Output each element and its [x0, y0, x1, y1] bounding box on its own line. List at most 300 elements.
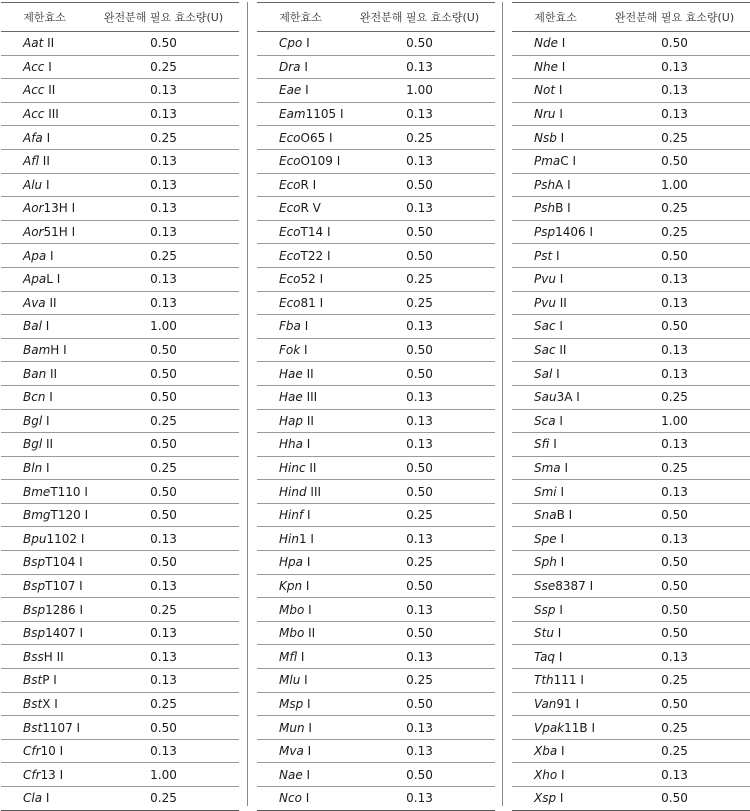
- table-row: [257, 740, 495, 764]
- enzyme-suffix: I: [300, 319, 309, 334]
- enzyme-units: 0.50: [406, 366, 433, 381]
- enzyme-genus: Sfi: [534, 437, 550, 452]
- enzyme-suffix: II: [42, 437, 54, 452]
- header-units: 완전분해 필요 효소량(U): [614, 11, 735, 24]
- enzyme-genus: Not: [534, 83, 556, 98]
- enzyme-genus: Xho: [534, 767, 558, 782]
- table-row: [1, 32, 239, 56]
- enzyme-name: [257, 579, 344, 593]
- enzyme-name: [512, 414, 599, 428]
- enzyme-units: 0.25: [661, 225, 688, 240]
- table-row: [1, 645, 239, 669]
- enzyme-suffix: I: [560, 460, 569, 475]
- enzyme-units: 0.25: [661, 201, 688, 216]
- enzyme-name: [257, 626, 344, 640]
- table-row: [257, 103, 495, 127]
- enzyme-suffix: III: [302, 390, 318, 405]
- enzyme-units: 0.13: [150, 272, 177, 287]
- enzyme-units: 0.25: [150, 130, 177, 145]
- enzyme-units: 0.13: [406, 531, 433, 546]
- enzyme-genus: Sac: [534, 343, 556, 358]
- enzyme-suffix: I: [42, 130, 51, 145]
- enzyme-genus: Eco: [279, 272, 301, 287]
- enzyme-units: 0.25: [406, 130, 433, 145]
- enzyme-genus: Bme: [23, 484, 51, 499]
- enzyme-units: 0.50: [406, 484, 433, 499]
- enzyme-suffix: R V: [300, 201, 321, 216]
- enzyme-name: [257, 131, 344, 145]
- enzyme-suffix: I: [42, 460, 50, 475]
- enzyme-suffix: I: [303, 555, 311, 570]
- enzyme-name: [512, 579, 599, 593]
- enzyme-genus: Bss: [23, 649, 44, 664]
- enzyme-units: 0.13: [406, 413, 433, 428]
- enzyme-units: 0.50: [661, 602, 688, 617]
- enzyme-suffix: 1105 I: [305, 107, 344, 122]
- table-row: [257, 221, 495, 245]
- table-row: [512, 150, 750, 174]
- enzyme-suffix: I: [552, 248, 560, 263]
- enzyme-units: 0.50: [406, 177, 433, 192]
- table-row: [512, 457, 750, 481]
- enzyme-genus: Stu: [534, 626, 554, 641]
- enzyme-name: [512, 697, 599, 711]
- enzyme-name: [512, 367, 599, 381]
- enzyme-units: 0.25: [150, 602, 177, 617]
- enzyme-units: 0.50: [661, 578, 688, 593]
- enzyme-name: [1, 343, 88, 357]
- enzyme-units: 0.13: [406, 602, 433, 617]
- enzyme-name: [257, 673, 344, 687]
- table-row: [257, 126, 495, 150]
- enzyme-units: 0.13: [150, 295, 177, 310]
- table-row: [512, 480, 750, 504]
- enzyme-genus: Nae: [279, 767, 303, 782]
- enzyme-units: 0.13: [406, 720, 433, 735]
- table-row: [257, 386, 495, 410]
- enzyme-name: [512, 201, 599, 215]
- enzyme-genus: Bst: [23, 696, 43, 711]
- enzyme-suffix: 13H I: [43, 201, 76, 216]
- enzyme-genus: Bal: [23, 319, 42, 334]
- table-row: [257, 598, 495, 622]
- enzyme-genus: Hinc: [279, 460, 306, 475]
- enzyme-suffix: II: [38, 154, 50, 169]
- enzyme-name: [257, 437, 344, 451]
- enzyme-suffix: I: [44, 59, 52, 74]
- enzyme-genus: Cfr: [23, 767, 41, 782]
- enzyme-genus: Tth: [534, 673, 554, 688]
- enzyme-name: [257, 485, 344, 499]
- table-row: [1, 410, 239, 434]
- enzyme-genus: Smi: [534, 484, 557, 499]
- enzyme-name: [512, 532, 599, 546]
- table-row: [512, 197, 750, 221]
- enzyme-genus: Eam: [279, 107, 306, 122]
- table-row: [257, 763, 495, 787]
- table-row: [1, 433, 239, 457]
- enzyme-name: [257, 791, 344, 805]
- enzyme-name: [512, 461, 599, 475]
- enzyme-units: 0.13: [661, 295, 688, 310]
- enzyme-units: 0.13: [150, 531, 177, 546]
- enzyme-name: [1, 485, 88, 499]
- enzyme-suffix: I: [41, 319, 50, 334]
- enzyme-units: 0.50: [661, 508, 688, 523]
- enzyme-name: [257, 603, 344, 617]
- table-row: [512, 669, 750, 693]
- enzyme-suffix: I: [553, 626, 562, 641]
- table-row: [1, 527, 239, 551]
- table-row: [257, 150, 495, 174]
- table-row: [257, 79, 495, 103]
- enzyme-suffix: 13 I: [40, 767, 64, 782]
- enzyme-name: [512, 508, 599, 522]
- table-header: [512, 2, 750, 32]
- enzyme-genus: Bsp: [23, 578, 46, 593]
- enzyme-table-1: [1, 2, 239, 811]
- table-row: [1, 386, 239, 410]
- enzyme-name: [1, 721, 88, 735]
- enzyme-name: [1, 579, 88, 593]
- table-row: [257, 527, 495, 551]
- enzyme-suffix: I: [555, 83, 563, 98]
- table-row: [512, 622, 750, 646]
- table-row: [512, 103, 750, 127]
- enzyme-units: 0.50: [150, 390, 177, 405]
- enzyme-genus: Sal: [534, 366, 553, 381]
- enzyme-suffix: A I: [555, 177, 571, 192]
- enzyme-units: 0.13: [406, 649, 433, 664]
- enzyme-suffix: I: [304, 602, 312, 617]
- table-row: [1, 126, 239, 150]
- table-row: [257, 410, 495, 434]
- enzyme-genus: Sca: [534, 413, 556, 428]
- enzyme-name: [257, 201, 344, 215]
- enzyme-genus: Acc: [23, 59, 45, 74]
- enzyme-suffix: I: [301, 83, 309, 98]
- enzyme-units: 0.13: [150, 626, 177, 641]
- enzyme-units: 0.50: [661, 791, 688, 806]
- header-enzyme: 제한효소: [23, 11, 66, 24]
- table-row: [257, 32, 495, 56]
- enzyme-genus: Eco: [279, 177, 301, 192]
- enzyme-genus: Aor: [23, 225, 44, 240]
- enzyme-name: [257, 532, 344, 546]
- enzyme-name: [1, 508, 88, 522]
- table-row: [257, 575, 495, 599]
- enzyme-units: 0.25: [150, 59, 177, 74]
- table-row: [1, 56, 239, 80]
- enzyme-genus: Psh: [534, 201, 556, 216]
- enzyme-suffix: II: [305, 460, 317, 475]
- table-row: [512, 362, 750, 386]
- enzyme-suffix: T107 I: [45, 578, 83, 593]
- enzyme-name: [1, 626, 88, 640]
- table-row: [512, 551, 750, 575]
- enzyme-name: [512, 272, 599, 286]
- enzyme-name: [257, 721, 344, 735]
- table-row: [512, 716, 750, 740]
- enzyme-units: 0.13: [406, 319, 433, 334]
- enzyme-units: 0.13: [661, 343, 688, 358]
- enzyme-suffix: I: [304, 720, 312, 735]
- table-row: [512, 292, 750, 316]
- table-row: [257, 504, 495, 528]
- enzyme-genus: Afl: [23, 154, 39, 169]
- enzyme-name: [1, 650, 88, 664]
- enzyme-name: [257, 390, 344, 404]
- header-units: 완전분해 필요 효소량(U): [103, 11, 224, 24]
- enzyme-units: 1.00: [661, 177, 688, 192]
- table-row: [512, 32, 750, 56]
- enzyme-suffix: L I: [46, 272, 61, 287]
- enzyme-units: 0.13: [406, 107, 433, 122]
- enzyme-units: 0.13: [661, 437, 688, 452]
- table-row: [1, 575, 239, 599]
- enzyme-suffix: 111 I: [553, 673, 584, 688]
- enzyme-name: [1, 673, 88, 687]
- table-row: [512, 315, 750, 339]
- enzyme-genus: Sma: [534, 460, 561, 475]
- enzyme-name: [257, 107, 344, 121]
- enzyme-genus: Aor: [23, 201, 44, 216]
- enzyme-units: 0.50: [150, 343, 177, 358]
- enzyme-table-3: [512, 2, 750, 811]
- enzyme-genus: Hpa: [279, 555, 303, 570]
- enzyme-suffix: I: [555, 413, 563, 428]
- table-row: [257, 622, 495, 646]
- table-row: [512, 221, 750, 245]
- enzyme-units: 0.25: [661, 720, 688, 735]
- enzyme-genus: Msp: [279, 696, 304, 711]
- table-row: [1, 763, 239, 787]
- enzyme-suffix: O65 I: [300, 130, 333, 145]
- enzyme-name: [257, 744, 344, 758]
- table-row: [512, 268, 750, 292]
- enzyme-name: [1, 603, 88, 617]
- enzyme-units: 0.25: [150, 413, 177, 428]
- enzyme-name: [512, 83, 599, 97]
- enzyme-suffix: I: [556, 555, 565, 570]
- enzyme-suffix: T110 I: [50, 484, 88, 499]
- enzyme-suffix: I: [303, 744, 312, 759]
- enzyme-units: 0.13: [661, 272, 688, 287]
- enzyme-name: [512, 36, 599, 50]
- enzyme-name: [1, 225, 88, 239]
- enzyme-suffix: I: [300, 343, 308, 358]
- enzyme-units: 0.13: [661, 366, 688, 381]
- enzyme-units: 1.00: [150, 319, 177, 334]
- enzyme-suffix: I: [555, 319, 563, 334]
- enzyme-name: [257, 697, 344, 711]
- enzyme-units: 0.25: [661, 130, 688, 145]
- enzyme-genus: Kpn: [279, 578, 303, 593]
- enzyme-units: 0.50: [406, 626, 433, 641]
- enzyme-name: [257, 555, 344, 569]
- enzyme-genus: Vpak: [534, 720, 565, 735]
- enzyme-units: 0.13: [406, 154, 433, 169]
- enzyme-units: 0.13: [150, 201, 177, 216]
- enzyme-suffix: II: [45, 295, 57, 310]
- enzyme-units: 0.50: [406, 460, 433, 475]
- enzyme-suffix: I: [557, 59, 566, 74]
- table-row: [512, 339, 750, 363]
- enzyme-genus: Ban: [23, 366, 47, 381]
- enzyme-units: 1.00: [661, 413, 688, 428]
- enzyme-suffix: I: [555, 107, 563, 122]
- enzyme-genus: Eco: [279, 248, 301, 263]
- enzyme-suffix: O109 I: [300, 154, 341, 169]
- table-row: [257, 339, 495, 363]
- enzyme-units: 1.00: [406, 83, 433, 98]
- enzyme-units: 0.25: [406, 673, 433, 688]
- enzyme-name: [1, 107, 88, 121]
- enzyme-units: 0.13: [150, 154, 177, 169]
- enzyme-suffix: T120 I: [50, 508, 89, 523]
- enzyme-units: 0.25: [406, 555, 433, 570]
- table-row: [512, 126, 750, 150]
- enzyme-genus: Mbo: [279, 626, 305, 641]
- enzyme-genus: Bsp: [23, 555, 46, 570]
- enzyme-units: 0.25: [150, 696, 177, 711]
- enzyme-name: [512, 60, 599, 74]
- enzyme-units: 0.13: [661, 531, 688, 546]
- enzyme-suffix: H I: [50, 343, 67, 358]
- enzyme-units: 0.50: [661, 555, 688, 570]
- table-row: [257, 457, 495, 481]
- enzyme-suffix: 1107 I: [42, 720, 81, 735]
- enzyme-suffix: I: [302, 36, 310, 51]
- enzyme-genus: Nhe: [534, 59, 558, 74]
- enzyme-genus: Ssp: [534, 602, 556, 617]
- header-units: 완전분해 필요 효소량(U): [359, 11, 480, 24]
- table-row: [512, 763, 750, 787]
- enzyme-genus: Hap: [279, 413, 303, 428]
- enzyme-genus: Hae: [279, 390, 303, 405]
- enzyme-units: 0.50: [150, 555, 177, 570]
- enzyme-suffix: I: [42, 413, 50, 428]
- enzyme-suffix: 8387 I: [555, 578, 594, 593]
- enzyme-name: [1, 390, 88, 404]
- enzyme-genus: Bsp: [23, 602, 46, 617]
- enzyme-suffix: I: [556, 484, 564, 499]
- enzyme-name: [512, 296, 599, 310]
- table-header: [1, 2, 239, 32]
- enzyme-name: [512, 178, 599, 192]
- enzyme-suffix: I: [557, 767, 565, 782]
- enzyme-name: [512, 673, 599, 687]
- table-row: [512, 433, 750, 457]
- table-row: [512, 56, 750, 80]
- enzyme-genus: Spe: [534, 531, 557, 546]
- enzyme-units: 0.50: [150, 437, 177, 452]
- table-header: [257, 2, 495, 32]
- enzyme-genus: Bln: [23, 460, 43, 475]
- table-row: [512, 386, 750, 410]
- enzyme-name: [257, 272, 344, 286]
- enzyme-name: [1, 414, 88, 428]
- table-row: [512, 244, 750, 268]
- enzyme-suffix: I: [552, 366, 560, 381]
- table-row: [257, 433, 495, 457]
- enzyme-name: [1, 437, 88, 451]
- enzyme-genus: Nsb: [534, 130, 557, 145]
- enzyme-suffix: I: [297, 649, 305, 664]
- enzyme-units: 0.50: [150, 508, 177, 523]
- enzyme-suffix: I: [300, 59, 308, 74]
- enzyme-name: [257, 367, 344, 381]
- enzyme-genus: Mun: [279, 720, 305, 735]
- enzyme-name: [1, 791, 88, 805]
- table-row: [1, 268, 239, 292]
- enzyme-name: [1, 154, 88, 168]
- table-row: [1, 79, 239, 103]
- table-row: [257, 174, 495, 198]
- enzyme-units: 0.25: [661, 673, 688, 688]
- enzyme-units: 0.13: [150, 744, 177, 759]
- enzyme-name: [257, 508, 344, 522]
- column-divider: [247, 2, 248, 806]
- enzyme-genus: Fok: [279, 343, 301, 358]
- enzyme-units: 0.50: [406, 225, 433, 240]
- table-row: [512, 740, 750, 764]
- enzyme-genus: Ava: [23, 295, 46, 310]
- enzyme-name: [1, 131, 88, 145]
- enzyme-units: 0.13: [150, 107, 177, 122]
- enzyme-units: 0.13: [661, 649, 688, 664]
- table-row: [512, 787, 750, 811]
- enzyme-suffix: II: [303, 413, 314, 428]
- enzyme-genus: Xsp: [534, 791, 557, 806]
- enzyme-name: [257, 36, 344, 50]
- enzyme-genus: Eco: [279, 225, 301, 240]
- enzyme-genus: Nde: [534, 36, 558, 51]
- enzyme-suffix: 1102 I: [46, 531, 85, 546]
- table-row: [257, 669, 495, 693]
- enzyme-genus: Cla: [23, 791, 43, 806]
- enzyme-name: [257, 178, 344, 192]
- enzyme-suffix: H II: [43, 649, 64, 664]
- enzyme-name: [1, 83, 88, 97]
- table-row: [512, 527, 750, 551]
- enzyme-name: [257, 154, 344, 168]
- enzyme-suffix: I: [301, 791, 310, 806]
- table-row: [1, 457, 239, 481]
- enzyme-name: [257, 343, 344, 357]
- enzyme-units: 0.13: [150, 225, 177, 240]
- enzyme-suffix: C I: [560, 154, 577, 169]
- enzyme-name: [512, 485, 599, 499]
- enzyme-units: 0.50: [150, 484, 177, 499]
- enzyme-name: [512, 131, 599, 145]
- enzyme-genus: Afa: [23, 130, 43, 145]
- enzyme-name: [512, 626, 599, 640]
- enzyme-name: [1, 461, 88, 475]
- enzyme-name: [1, 36, 88, 50]
- enzyme-suffix: R I: [300, 177, 317, 192]
- enzyme-name: [512, 437, 599, 451]
- table-row: [257, 551, 495, 575]
- enzyme-suffix: X I: [42, 696, 58, 711]
- enzyme-suffix: 10 I: [40, 744, 64, 759]
- enzyme-name: [512, 390, 599, 404]
- enzyme-genus: Sau: [534, 390, 557, 405]
- table-row: [512, 410, 750, 434]
- enzyme-name: [257, 225, 344, 239]
- enzyme-genus: Eco: [279, 295, 301, 310]
- enzyme-genus: Bgl: [23, 437, 43, 452]
